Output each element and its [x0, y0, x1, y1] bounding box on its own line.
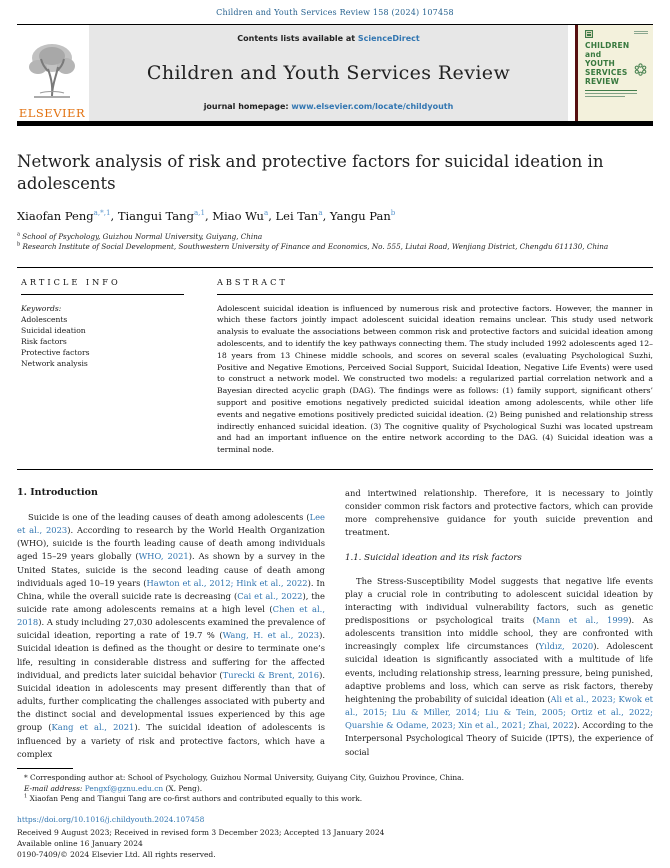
risk-factors-paragraph	[345, 575, 653, 759]
citation-link[interactable]: Mann et al., 1999	[535, 614, 629, 625]
list-item: SERVICES	[585, 68, 628, 77]
right-column	[345, 487, 653, 761]
text-segment: b	[390, 207, 396, 217]
elsevier-logo[interactable]	[17, 25, 89, 121]
text-segment: ). Suicidal ideation in adolescents may present differently than that of adults, further complicating the challenges associated with puberty and the distinct social and developmental issues experienced by this age group (	[17, 669, 325, 733]
abstract-rule	[217, 294, 653, 295]
list-item: Suicidal ideation	[21, 325, 86, 335]
article-info-column	[21, 277, 184, 456]
text-segment: ), the suicide rate among adolescents remains at a high level (	[17, 590, 325, 614]
citation-link[interactable]: Turecki & Brent, 2016	[222, 669, 320, 680]
text-segment: Research Institute of Social Development, Southwestern University of Finance and Economics, No. 555, Liutai Road, Wenjiang District, Chengdu 611130, China	[20, 241, 609, 251]
affiliation-b	[17, 242, 653, 252]
list-item: Adolescents	[21, 314, 68, 324]
text-segment: Contents lists available at	[237, 34, 358, 43]
citation-link[interactable]: Yıldız, 2020	[538, 641, 594, 652]
contents-list-line	[95, 34, 562, 43]
list-item: Network analysis	[21, 358, 88, 368]
text-segment: (X. Peng).	[163, 783, 203, 793]
citation-link[interactable]: Cai et al., 2022	[237, 590, 303, 601]
article-info-abstract-section	[17, 267, 653, 470]
abstract-heading: ABSTRACT	[217, 276, 288, 287]
corresponding-author-footnote	[24, 773, 653, 784]
citation-link[interactable]: Wang, H. et al., 2023	[222, 630, 320, 641]
journal-homepage-line	[95, 102, 562, 111]
text-segment: ,	[322, 208, 330, 223]
text-segment: Xiaofan Peng and Tiangui Tang are co-first authors and contributed equally to this work.	[27, 794, 363, 804]
text-segment: a	[263, 207, 269, 217]
running-head-citation[interactable]: Children and Youth Services Review 158 (2024) 107458	[216, 8, 454, 17]
text-segment: Lei Tan	[275, 208, 319, 223]
journal-masthead	[17, 24, 653, 121]
author-list	[17, 209, 653, 223]
abstract-text: Adolescent suicidal ideation is influenced by numerous risk and protective factors. However, the manner in which these factors jointly impact adolescent suicidal ideation remains unclear. This study used network analysis to evaluate the associations between common risk and protective factors and suicidal ideation among adolescents, and to identify the key pathways connecting them. The study included 1992 adolescents aged 12–18 years from 13 Chinese middle schools, and scores on several scales (evaluating Psychological Suzhi, Positive and Negative Emotions, Perceived Social Support, Suicidal Ideation, Negative Life Events) were used to construct a network model. We constructed two models: a regularized partial correlation network and a Bayesian directed acyclic graph (DAG). The findings were as follows: (1) family support, significant others’ support and positive emotions negatively predicted suicidal ideation among adolescents, while other life events and negative emotions positively predicted suicidal ideation. (2) Being punished and relationship stress indirectly enhanced suicidal ideation. (3) The cognitive quality of Psychological Suzhi was located upstream and had an important influence on the entire network according to the DAG. (4) Suicidal ideation was a terminal node.	[217, 303, 653, 455]
intro-paragraph	[17, 511, 325, 761]
list-item: Risk factors	[21, 336, 67, 346]
cover-publisher-emblem-icon	[585, 30, 593, 38]
list-item: REVIEW	[585, 77, 620, 86]
affiliation-a	[17, 232, 653, 242]
text-segment: E-mail address:	[24, 783, 83, 793]
journal-cover-thumbnail[interactable]	[575, 25, 653, 121]
citation-link[interactable]: Kang et al., 2021	[51, 722, 135, 733]
left-column	[17, 487, 325, 761]
citation-link[interactable]: WHO, 2021	[138, 551, 189, 562]
available-online-line: Available online 16 January 2024	[17, 839, 143, 849]
abstract-column	[217, 277, 653, 456]
text-segment: a,*,1	[93, 207, 111, 217]
list-item: Protective factors	[21, 347, 90, 357]
text-segment: a,1	[193, 207, 205, 217]
footnote-block	[17, 768, 653, 805]
text-segment: ,	[268, 208, 276, 223]
text-segment: a	[17, 231, 20, 238]
cover-flower-icon	[634, 61, 647, 80]
keywords-list	[21, 314, 184, 369]
text-segment: ). As shown by a survey in the United States, suicide is the second leading cause of death among individuals aged 10–19 years (	[17, 551, 325, 588]
journal-banner	[89, 25, 568, 121]
article-info-rule	[21, 294, 184, 295]
elsevier-tree-icon	[26, 41, 78, 105]
text-segment: ,	[204, 208, 213, 223]
text-segment: School of Psychology, Guizhou Normal University, Guiyang, China	[20, 231, 263, 241]
text-segment: * Corresponding author at: School of Psychology, Guizhou Normal University, Guiyang City, Guizhou Province, China.	[24, 772, 464, 782]
text-segment: ). The suicidal ideation of adolescents is influenced by a variety of risk and protective factors, which have a complex	[17, 722, 325, 759]
list-item: and	[585, 50, 602, 59]
citation-link[interactable]: www.elsevier.com/locate/childyouth	[291, 102, 454, 111]
cover-issue-info-lines	[634, 31, 648, 35]
elsevier-wordmark: ELSEVIER	[18, 106, 86, 120]
doi-link[interactable]: https://doi.org/10.1016/j.childyouth.2024.107458	[17, 815, 205, 825]
article-info-heading: ARTICLE INFO	[21, 276, 121, 287]
text-segment: The Stress-Susceptibility Model suggests that negative life events play a crucial role in contributing to adolescent suicidal ideation by interacting with individual vulnerability factors, such as genetic predispositions or psychological traits (	[345, 575, 653, 625]
text-segment: journal homepage:	[203, 102, 292, 111]
citation-link[interactable]: Ali et al., 2023; Kwok et al., 2015; Liu & Miller, 2014; Liu & Tein, 2005; Ortiz et al., 2022; Quarshie & Odame, 2023; Xin et al., 2021; Zhai, 2022	[345, 693, 653, 731]
text-segment: ). According to research by the World Health Organization (WHO), suicide is the fourth leading cause of death among individuals aged 15–29 years globally (	[17, 525, 326, 562]
citation-link[interactable]: Hawton et al., 2012; Hink et al., 2022	[146, 577, 308, 588]
text-segment: ). A study including 27,030 adolescents examined the prevalence of suicidal ideation, reporting a rate of 19.7 % (	[17, 617, 325, 641]
cofirst-author-footnote	[24, 794, 653, 805]
subsection-heading-risk-factors: 1.1. Suicidal ideation and its risk factors	[345, 552, 522, 563]
affiliations	[17, 232, 653, 252]
text-segment: ). As adolescents transition into middle school, they are confronted with increasingly complex life circumstances (	[345, 614, 653, 652]
intro-paragraph-continued: and intertwined relationship. Therefore, it is necessary to jointly consider common risk factors and protective factors, which can provide more comprehensive guidance for youth suicide prevention and treatment.	[345, 487, 653, 538]
text-segment: a	[318, 207, 323, 217]
citation-link[interactable]: Lee et al., 2023	[17, 511, 325, 536]
text-segment: ). Adolescent suicidal ideation is significantly associated with a multitude of life events, including relationship stress, learning pressure, being punished, adaptive problems and loss, which can serve as risk factors, thereby heightening the probability of suicidal ideation (	[345, 641, 653, 704]
text-segment: 1	[24, 793, 28, 800]
journal-title: Children and Youth Services Review	[146, 61, 511, 84]
text-segment: Xiaofan Peng	[17, 208, 94, 223]
masthead-divider-bar	[17, 121, 653, 126]
text-segment: ). According to the Interpersonal Psychological Theory of Suicide (IPTS), the experience of social	[345, 720, 654, 757]
text-segment: ). In China, while the overall suicide rate is decreasing (	[17, 577, 325, 601]
text-segment: Yangu Pan	[329, 208, 391, 223]
text-segment: Tiangui Tang	[117, 208, 194, 223]
body-text-columns	[17, 487, 653, 761]
citation-link[interactable]: Chen et al., 2018	[17, 603, 325, 628]
received-dates-line: Received 9 August 2023; Received in revised form 3 December 2023; Accepted 13 January 2024	[17, 828, 385, 838]
text-segment: b	[17, 241, 21, 248]
list-item: YOUTH	[585, 59, 616, 68]
article-title: Network analysis of risk and protective factors for suicidal ideation in adolescents	[17, 152, 604, 194]
section-heading-introduction: 1. Introduction	[17, 486, 98, 498]
cover-subtitle-lines	[585, 90, 637, 97]
article-footer	[17, 814, 653, 860]
citation-link[interactable]: Pengxf@gznu.edu.cn	[84, 783, 164, 793]
text-segment: ,	[110, 208, 118, 223]
list-item: CHILDREN	[585, 41, 630, 50]
text-segment: ). Suicidal ideation is defined as the thought or desire to terminate one’s life, resulting in considerable distress and suffering for the affected individual, and predicts later suicidal behavior (	[17, 630, 325, 680]
text-segment: Suicide is one of the leading causes of death among adolescents (	[28, 511, 310, 522]
issn-copyright-line: 0190-7409/© 2024 Elsevier Ltd. All rights reserved.	[17, 850, 216, 860]
citation-link[interactable]: ScienceDirect	[357, 34, 420, 43]
email-footnote	[24, 784, 653, 795]
footnote-rule	[17, 768, 73, 769]
keywords-label: Keywords:	[21, 303, 62, 313]
text-segment: Miao Wu	[212, 208, 264, 223]
